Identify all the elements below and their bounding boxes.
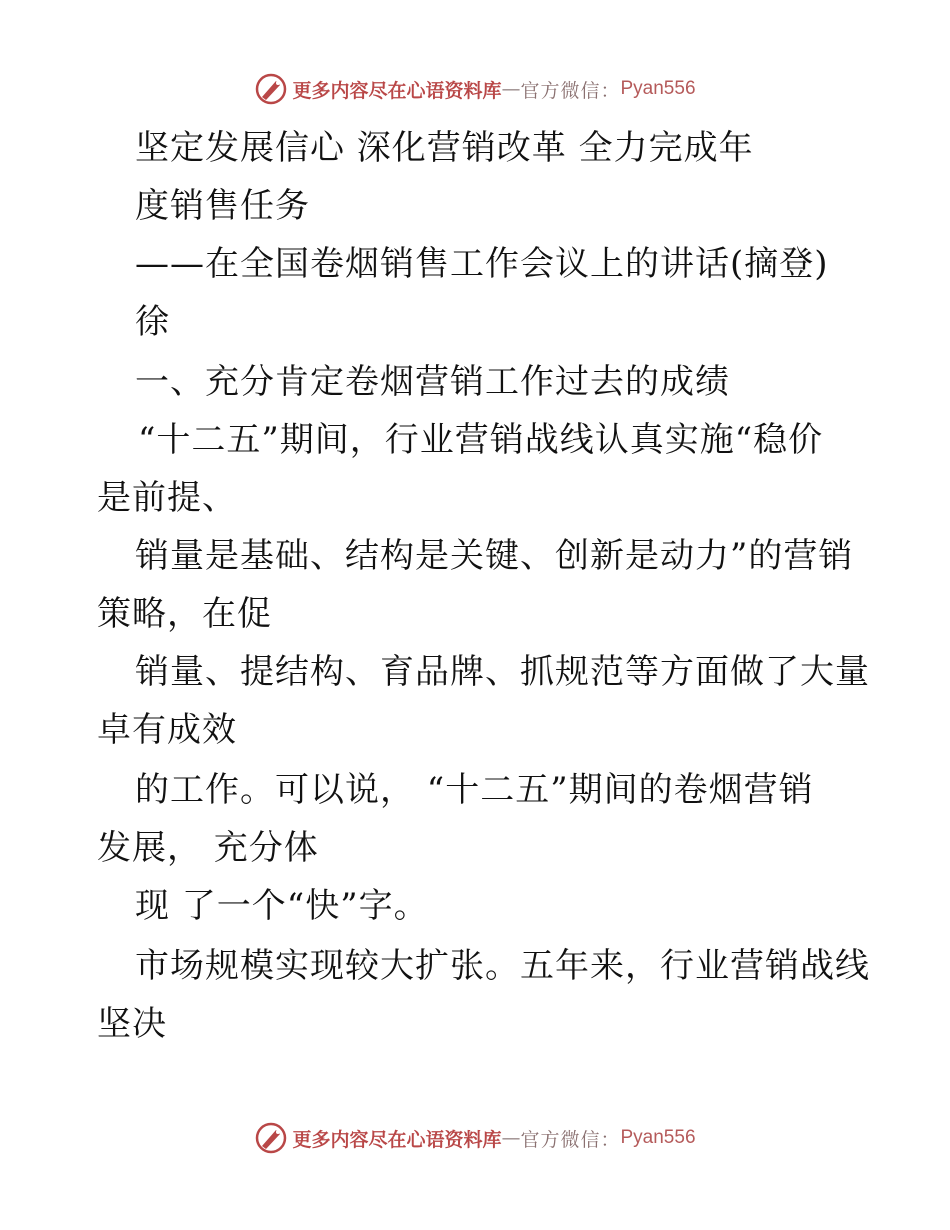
paragraph-line: 发展， 充分体 <box>97 828 319 868</box>
pen-logo-icon <box>254 72 288 106</box>
paragraph-line: 市场规模实现较大扩张。五年来，行业营销战线 <box>135 946 870 986</box>
paragraph-line: 卓有成效 <box>97 710 237 750</box>
banner-title: 更多内容尽在心语资料库 <box>292 79 502 102</box>
paragraph-line: “十二五”期间，行业营销战线认真实施“稳价 <box>138 420 824 460</box>
paragraph-line: 的工作。可以说， “十二五”期间的卷烟营销 <box>135 770 814 810</box>
banner-title: 更多内容尽在心语资料库 <box>292 1128 502 1151</box>
banner-label: 官方微信： <box>520 79 621 102</box>
banner-separator: — <box>501 78 521 100</box>
paragraph-line: 策略，在促 <box>97 594 272 634</box>
paragraph-line: 坚决 <box>97 1004 167 1044</box>
banner-separator: — <box>501 1127 521 1149</box>
paragraph-line: 是前提、 <box>97 478 237 518</box>
banner-wechat-id: Pyan556 <box>620 78 696 99</box>
header-banner <box>0 72 950 106</box>
banner-wechat-id: Pyan556 <box>620 1127 696 1148</box>
paragraph-line: 销量是基础、结构是关键、创新是动力”的营销 <box>135 536 854 576</box>
doc-title-line-1: 坚定发展信心 深化营销改革 全力完成年 <box>135 128 754 168</box>
section-heading: 一、充分肯定卷烟营销工作过去的成绩 <box>135 362 730 402</box>
doc-title-line-2: 度销售任务 <box>135 186 310 226</box>
doc-author: 徐 <box>135 302 170 342</box>
doc-subtitle: ——在全国卷烟销售工作会议上的讲话(摘登) <box>135 244 829 284</box>
pen-logo-icon <box>254 1121 288 1155</box>
paragraph-line: 销量、提结构、育品牌、抓规范等方面做了大量 <box>135 652 870 692</box>
footer-banner <box>0 1121 950 1155</box>
banner-label: 官方微信： <box>520 1128 621 1151</box>
paragraph-line: 现 了一个“快”字。 <box>135 886 429 926</box>
